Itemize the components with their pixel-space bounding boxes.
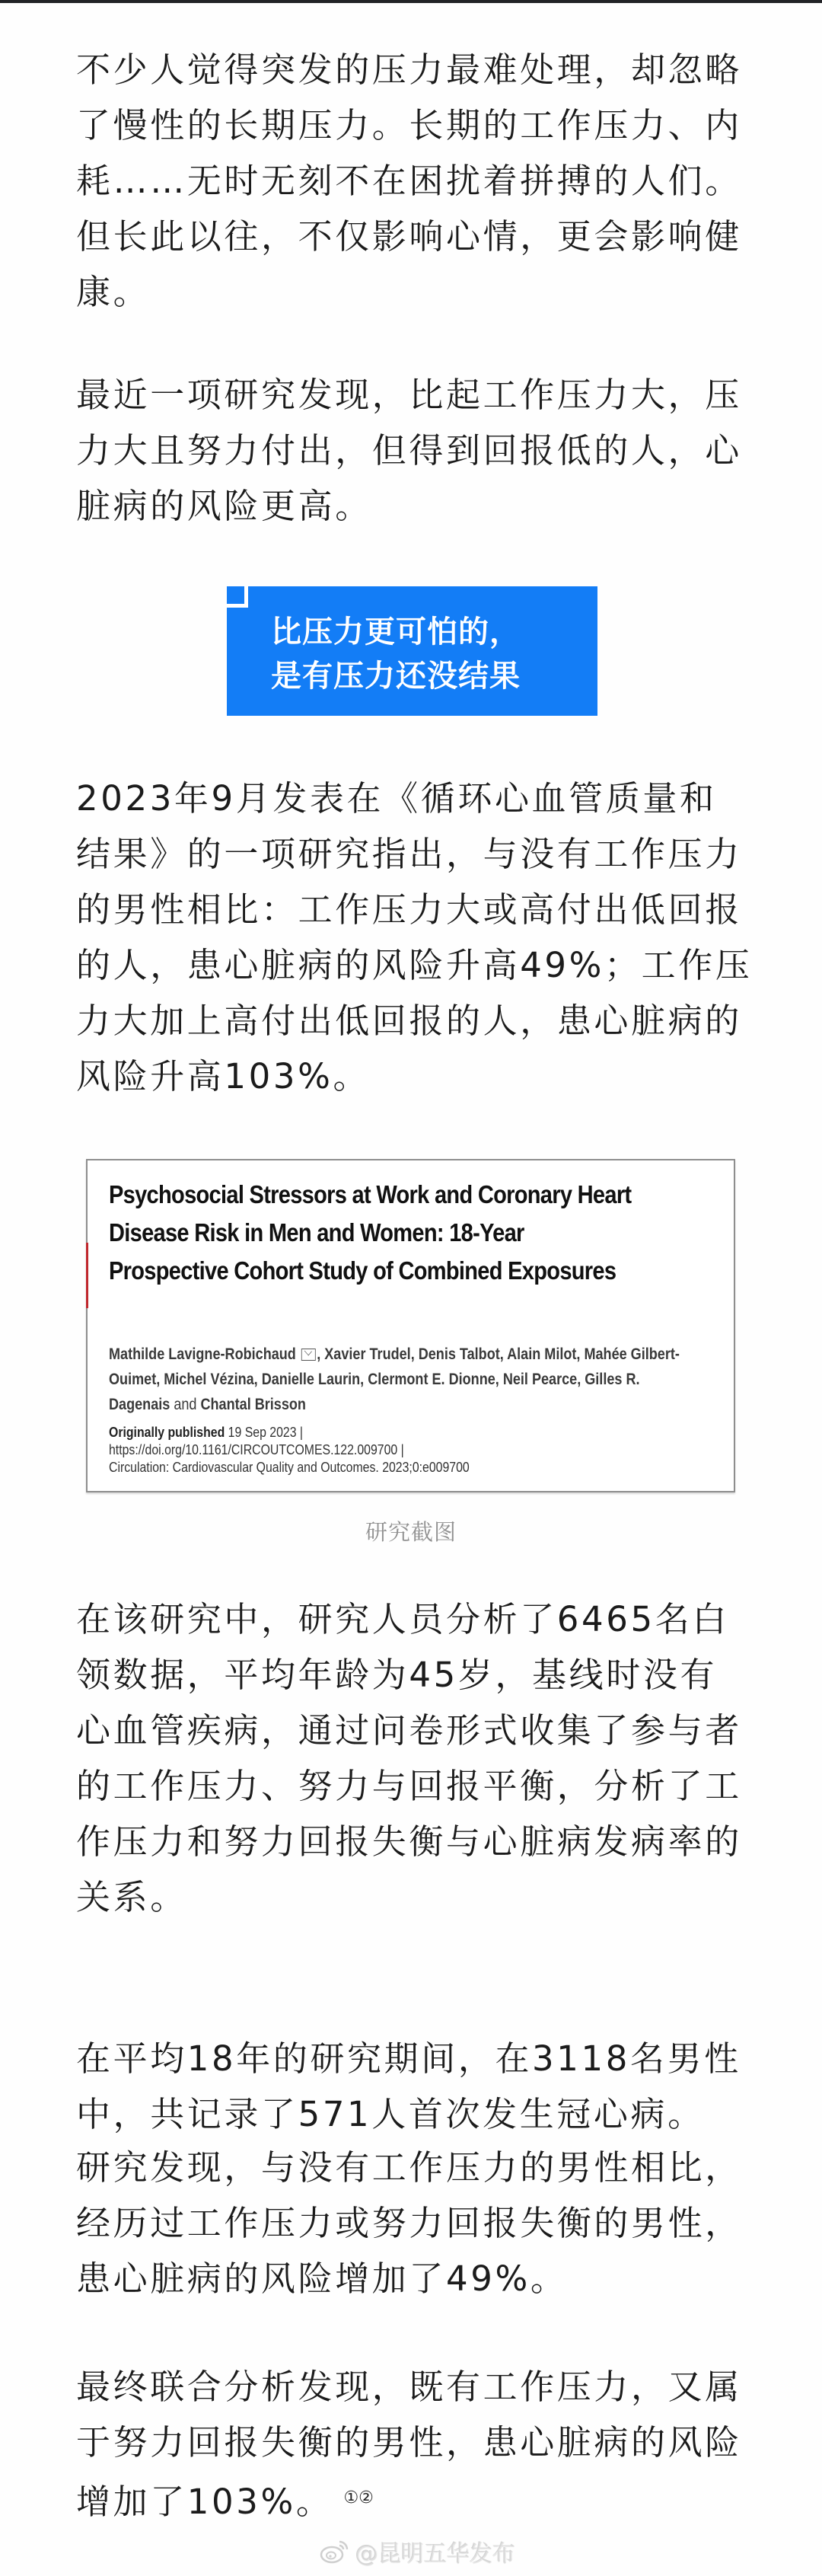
banner-heading-line-1: 比压力更可怕的， [271, 614, 521, 650]
paragraph-recent-study: 最近一项研究发现，比起工作压力大，压力大且努力付出，但得到回报低的人，心脏病的风险更高。 [76, 375, 742, 526]
paper-co-authors: , Xavier Trudel, Denis Talbot, Alain Milot, Mahée Gilbert-Ouimet, Michel Vézina, Danielle Laurin, Clermont E. Dionne, Neil Pearce, Gilles R. Dagenais [109, 1345, 680, 1413]
section-heading-banner [227, 586, 597, 716]
paper-doi: https://doi.org/10.1161/CIRCOUTCOMES.122.009700 | [109, 1442, 404, 1457]
banner-heading-line-2: 是有压力还没结果 [271, 659, 521, 694]
paragraph-study-method: 在该研究中，研究人员分析了6465名白领数据，平均年龄为45岁，基线时没有心血管疾病，通过问卷形式收集了参与者的工作压力、努力与回报平衡，分析了工作压力和努力回报失衡与心脏病发病率的关系。 [76, 1599, 742, 1917]
paragraph-finding-103 [76, 2359, 754, 2530]
paragraph-intro: 不少人觉得突发的压力最难处理，却忽略了慢性的长期压力。长期的工作压力、内耗……无时无刻不在困扰着拼搏的人们。但长此以往，不仅影响心情，更会影响健康。 [76, 49, 742, 312]
published-date: 19 Sep 2023 | [225, 1425, 304, 1440]
paper-publication-meta [109, 1424, 712, 1476]
paper-authors [109, 1342, 698, 1417]
paper-accent-bar [86, 1243, 88, 1308]
paragraph-finding-103-text: 最终联合分析发现，既有工作压力，又属于努力回报失衡的男性，患心脏病的风险增加了103%。 [76, 2367, 742, 2522]
email-icon [301, 1349, 316, 1361]
top-status-bar [0, 0, 822, 3]
corner-mask [227, 586, 244, 603]
published-label: Originally published [109, 1425, 225, 1440]
weibo-logo-icon [320, 2537, 350, 2565]
image-caption: 研究截图 [365, 1519, 457, 1545]
watermark-account: @昆明五华发布 [355, 2540, 515, 2567]
paragraph-study-period: 在平均18年的研究期间，在3118名男性中，共记录了571人首次发生冠心病。 [76, 2038, 741, 2134]
paper-screenshot-image [86, 1159, 735, 1492]
weibo-watermark [320, 2534, 515, 2568]
paper-title: Psychosocial Stressors at Work and Coronary Heart Disease Risk in Men and Women: 18-Year Prospective Cohort Study of Combined Exposures [109, 1180, 632, 1285]
paper-authors-and: and [170, 1396, 201, 1413]
footnote-markers: ①② [343, 2488, 374, 2507]
paragraph-finding-49: 研究发现，与没有工作压力的男性相比，经历过工作压力或努力回报失衡的男性，患心脏病的风险增加了49%。 [76, 2147, 742, 2299]
paper-first-author: Mathilde Lavigne-Robichaud [109, 1345, 296, 1363]
paper-last-author: Chantal Brisson [200, 1396, 306, 1413]
paragraph-study-published: 2023年9月发表在《循环心血管质量和结果》的一项研究指出，与没有工作压力的男性相比：工作压力大或高付出低回报的人，患心脏病的风险升高49%；工作压力大加上高付出低回报的人，患心脏病的风险升高103%。 [76, 778, 753, 1096]
paper-citation: Circulation: Cardiovascular Quality and Outcomes. 2023;0:e009700 [109, 1460, 470, 1475]
